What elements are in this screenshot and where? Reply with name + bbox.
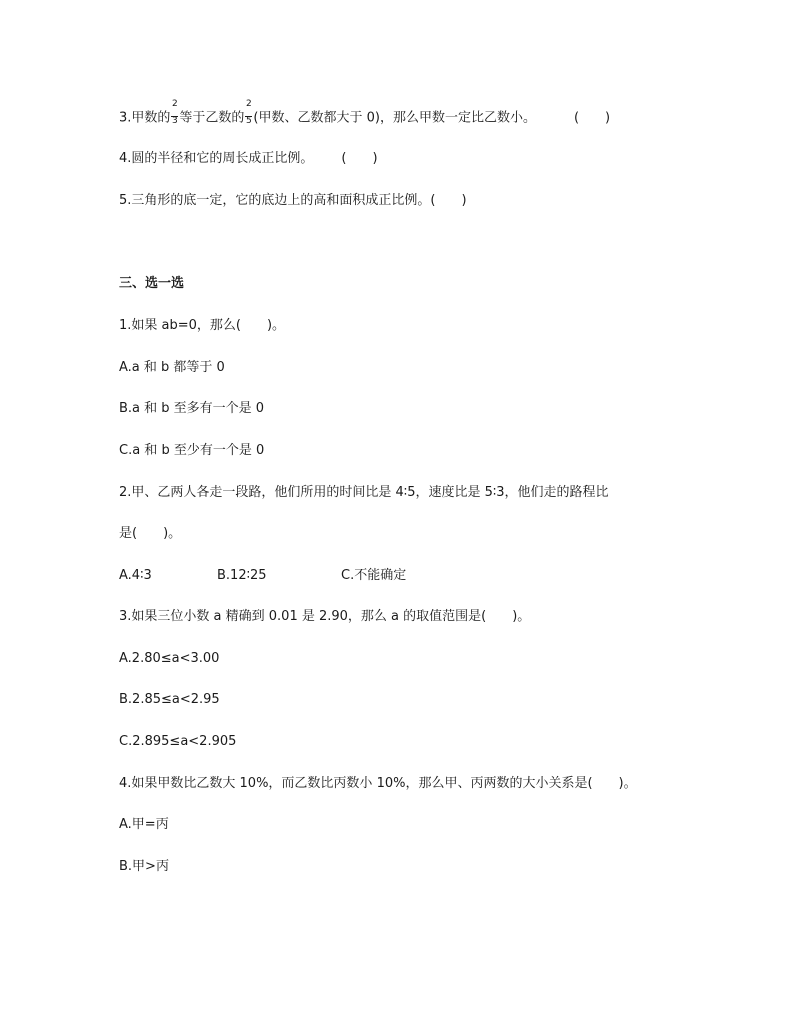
choice-q1-option-a[interactable]: A.a 和 b 都等于 0 (119, 360, 225, 375)
choice-q4-option-b[interactable]: B.甲>丙 (119, 859, 169, 874)
fraction-two-fifths: $\frac{2}{5}$ (246, 99, 252, 126)
choice-q4-option-a[interactable]: A.甲=丙 (119, 817, 169, 832)
answer-bracket[interactable]: ( ) (573, 110, 611, 126)
choice-q4-stem: 4.如果甲数比乙数大 10%，而乙数比丙数小 10%，那么甲、丙两数的大小关系是( )。 (119, 776, 637, 791)
fraction-two-thirds: $\frac{2}{3}$ (172, 99, 178, 126)
choice-q3-option-c[interactable]: C.2.895≤a<2.905 (119, 734, 237, 749)
judge-q3-part2: 等于乙数的 (179, 110, 245, 126)
judge-q3-part1: 3.甲数的 (119, 110, 171, 126)
judge-question-5 (119, 193, 467, 209)
choice-q2-option-c[interactable]: C.不能确定 (341, 568, 407, 583)
choice-q1-stem: 1.如果 ab=0，那么( )。 (119, 318, 286, 333)
choice-q1-option-c[interactable]: C.a 和 b 至少有一个是 0 (119, 443, 265, 458)
choice-q3-option-a[interactable]: A.2.80≤a<3.00 (119, 651, 220, 666)
judge-question-4 (119, 151, 378, 167)
answer-bracket[interactable]: ( ) (341, 151, 378, 166)
choice-q1-option-b[interactable]: B.a 和 b 至多有一个是 0 (119, 401, 265, 416)
choice-q2-stem-line2: 是( )。 (119, 526, 182, 541)
judge-q4-text: 4.圆的半径和它的周长成正比例。 (119, 151, 314, 166)
judge-q5-text: 5.三角形的底一定，它的底边上的高和面积成正比例。( ) (119, 193, 467, 208)
choice-q2-options (119, 568, 406, 584)
choice-q2-stem-line1: 2.甲、乙两人各走一段路，他们所用的时间比是 4∶5，速度比是 5∶3，他们走的路程比 (119, 485, 609, 500)
section-title: 三、选一选 (119, 276, 185, 291)
judge-question-3 (119, 99, 611, 127)
choice-q3-option-b[interactable]: B.2.85≤a<2.95 (119, 692, 220, 707)
choice-q3-stem: 3.如果三位小数 a 精确到 0.01 是 2.90，那么 a 的取值范围是( )。 (119, 609, 531, 624)
judge-q3-part3: (甲数、乙数都大于 0)，那么甲数一定比乙数小。 (253, 110, 536, 126)
choice-q2-option-b[interactable]: B.12∶25 (217, 568, 267, 583)
choice-q2-option-a[interactable]: A.4∶3 (119, 568, 152, 583)
